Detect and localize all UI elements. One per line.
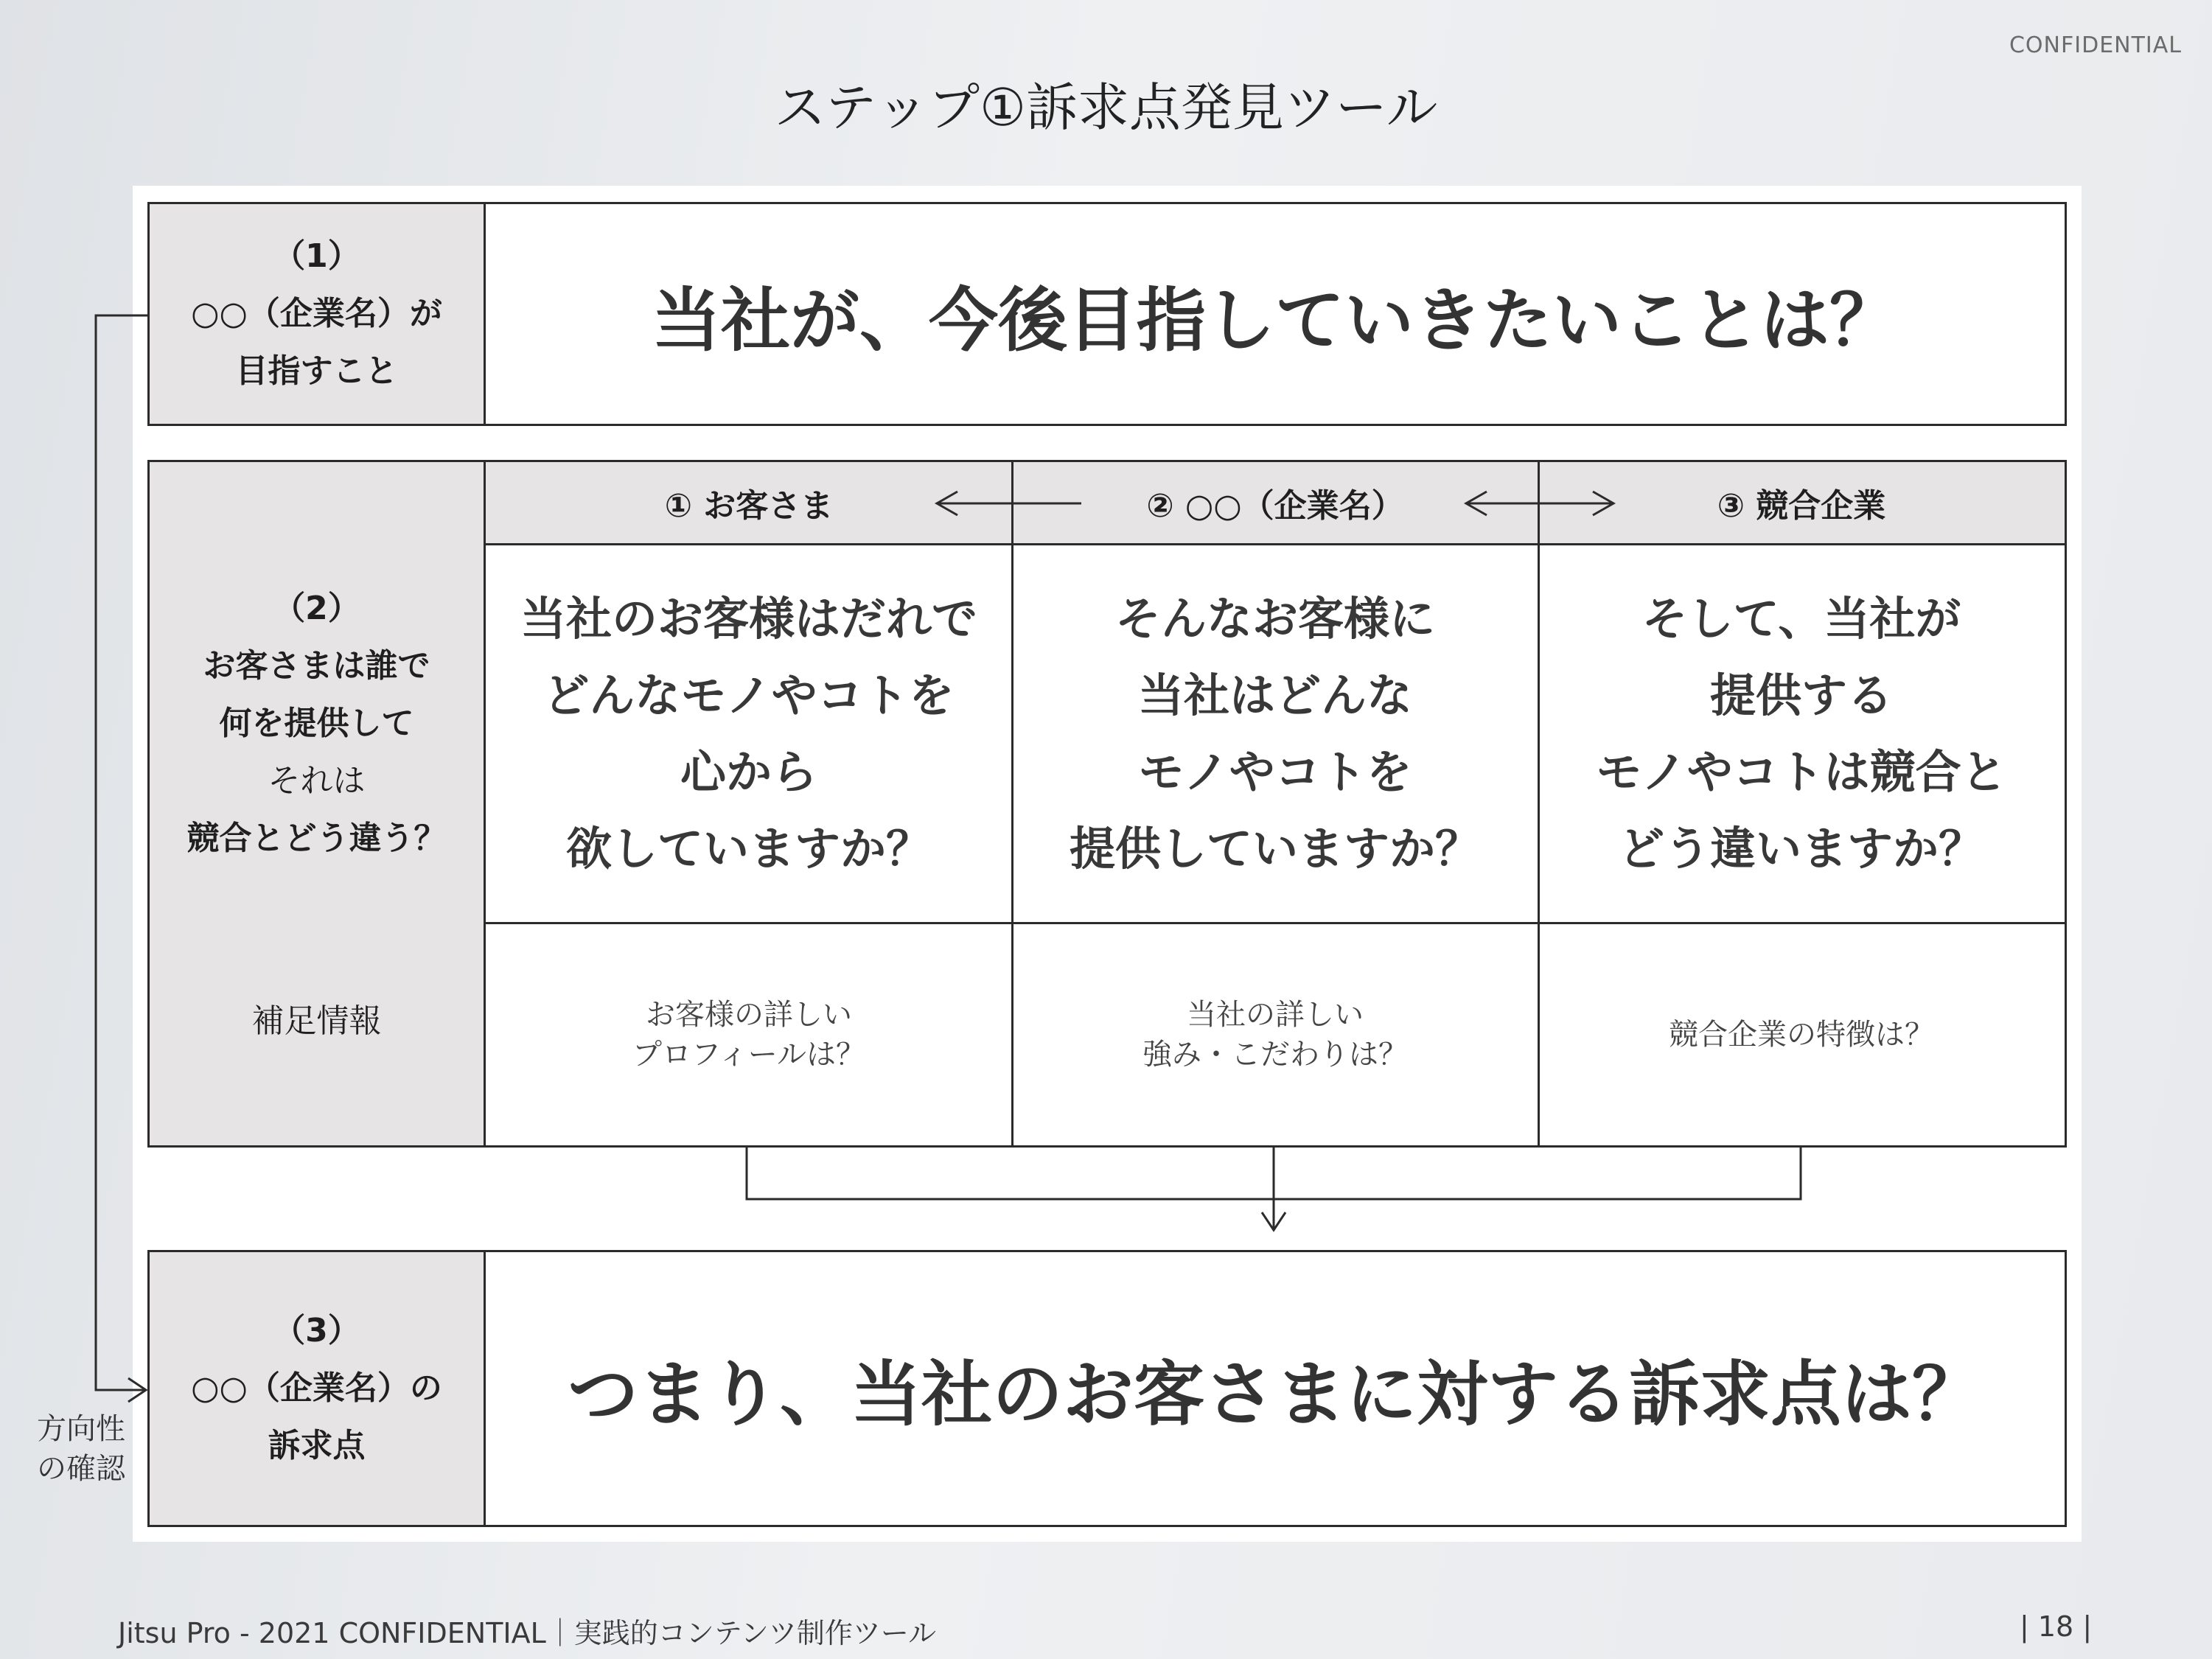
customer-question xyxy=(486,545,1012,924)
goal-label xyxy=(150,204,486,424)
customer-supplement xyxy=(486,924,1012,1145)
company-supplement xyxy=(1012,924,1538,1145)
company-question-line: 当社はどんな xyxy=(1137,668,1412,722)
customer-supplement-line: お客様の詳しい xyxy=(646,998,852,1032)
goal-question: 当社が、今後目指していきたいことは？ xyxy=(651,280,1899,361)
appeal-label-text: 訴求点 xyxy=(268,1427,366,1464)
company-supplement-line: 当社の詳しい xyxy=(1187,998,1364,1032)
side-note-line: 方向性 xyxy=(37,1412,125,1446)
analysis-label-number: （2） xyxy=(273,590,360,627)
competitor-question-line: 提供する xyxy=(1709,668,1893,722)
competitor-question-line: どう違いますか？ xyxy=(1618,821,1984,876)
column-divider xyxy=(1538,462,1540,1145)
direction-check-note xyxy=(29,1409,133,1489)
double-arrow-icon xyxy=(1466,492,1613,515)
company-question-line: モノやコトを xyxy=(1138,744,1412,799)
appeal-label-number: （3） xyxy=(273,1312,360,1349)
analysis-label-line1: お客さまは誰で xyxy=(203,647,430,685)
footer-text: Jitsu Pro - 2021 CONFIDENTIAL｜実践的コンテンツ制作ツール xyxy=(118,1617,937,1649)
competitor-supplement-line: 競合企業の特徴は？ xyxy=(1669,1018,1934,1052)
supplement-label: 補足情報 xyxy=(251,1002,382,1040)
analysis-columns xyxy=(486,462,2065,1145)
tool-panel xyxy=(133,186,2082,1542)
page-number: | 18 | xyxy=(2020,1610,2093,1643)
column-divider xyxy=(1011,462,1013,1145)
appeal-label-company: ○○（企業名）の xyxy=(191,1369,442,1407)
arrow-left-icon xyxy=(937,492,1081,515)
appeal-question: つまり、当社のお客さまに対する訴求点は？ xyxy=(568,1352,1983,1436)
side-note-line: の確認 xyxy=(37,1452,125,1486)
company-question-line: 提供していますか？ xyxy=(1069,821,1481,876)
customer-question-line: 心から xyxy=(680,744,817,799)
competitor-question-line: モノやコトは競合と xyxy=(1596,744,2007,799)
customer-question-line: 欲していますか？ xyxy=(565,821,932,876)
analysis-box xyxy=(147,460,2067,1148)
company-question-line: そんなお客様に xyxy=(1114,591,1435,646)
customer-supplement-line: プロフィールは？ xyxy=(632,1038,865,1072)
analysis-label xyxy=(150,462,486,1145)
company-column-header: ② ○○（企業名） xyxy=(1012,462,1538,545)
customer-column-header: ① お客さま xyxy=(486,462,1012,545)
slide-title: ステップ①訴求点発見ツール xyxy=(774,77,1438,138)
customer-question-line: 当社のお客様はだれで xyxy=(520,591,977,646)
company-supplement-line: 強み・こだわりは？ xyxy=(1142,1038,1408,1072)
competitor-question-line: そして、当社が xyxy=(1641,591,1961,646)
goal-label-company: ○○（企業名）が xyxy=(191,295,442,332)
analysis-label-line2: 何を提供して xyxy=(219,705,414,742)
appeal-label xyxy=(150,1252,486,1525)
competitor-column-header: ③ 競合企業 xyxy=(1538,462,2065,545)
competitor-question xyxy=(1538,545,2065,924)
confidential-mark: CONFIDENTIAL xyxy=(2009,32,2182,58)
analysis-label-line3: それは xyxy=(268,762,366,800)
goal-box xyxy=(147,202,2067,426)
header-arrows xyxy=(486,462,2065,545)
goal-label-number: （1） xyxy=(273,237,360,275)
appeal-box xyxy=(147,1250,2067,1527)
company-question xyxy=(1012,545,1538,924)
competitor-supplement xyxy=(1538,924,2065,1145)
customer-question-line: どんなモノやコトを xyxy=(543,668,955,722)
goal-label-text: 目指すこと xyxy=(235,352,398,390)
analysis-label-line4: 競合とどう違う？ xyxy=(186,820,447,857)
